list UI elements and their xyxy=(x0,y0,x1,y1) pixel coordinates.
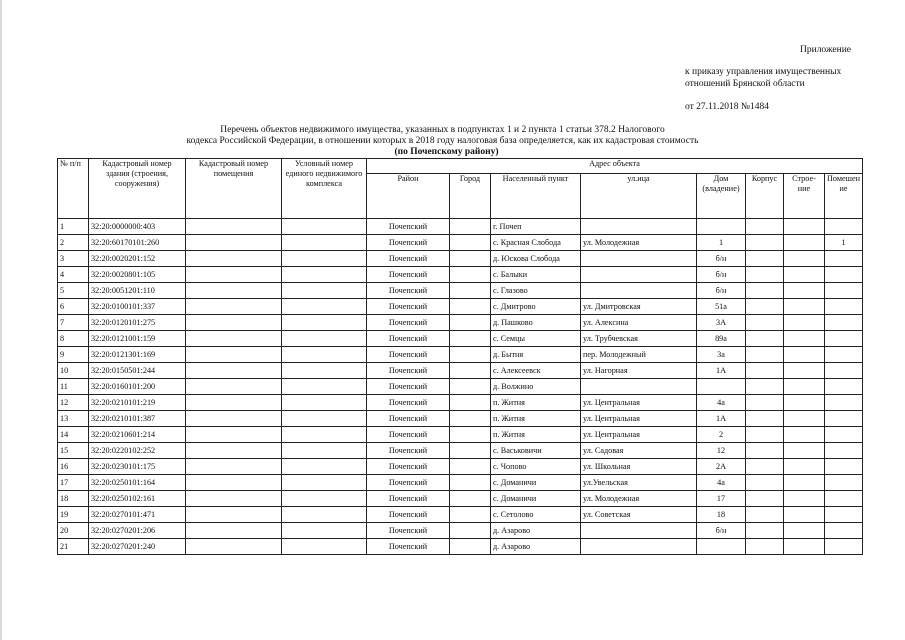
district-cell: Почепский xyxy=(367,507,450,523)
building-cell xyxy=(784,347,825,363)
building-cadastral-cell: 32:20:0160101:200 xyxy=(89,379,186,395)
building-cell xyxy=(784,251,825,267)
complex-number-cell xyxy=(282,379,367,395)
building-cadastral-cell: 32:20:0230101:175 xyxy=(89,459,186,475)
room-cell xyxy=(825,523,863,539)
house-cell xyxy=(697,379,746,395)
house-cell: б/н xyxy=(697,267,746,283)
room-cadastral-cell xyxy=(186,219,282,235)
row-num-cell: 7 xyxy=(58,315,89,331)
room-cell xyxy=(825,219,863,235)
room-cell xyxy=(825,459,863,475)
building-cell xyxy=(784,491,825,507)
table-row xyxy=(58,427,863,443)
table-row xyxy=(58,539,863,555)
house-cell: б/н xyxy=(697,523,746,539)
table-row xyxy=(58,347,863,363)
complex-number-cell xyxy=(282,507,367,523)
document-title-line2: кодекса Российской Федерации, в отношении которых в 2018 году налоговая база определяется, как их кадастровая стоимость xyxy=(186,136,699,146)
street-cell: ул. Советская xyxy=(581,507,697,523)
city-cell xyxy=(450,539,491,555)
city-cell xyxy=(450,427,491,443)
district-cell: Почепский xyxy=(367,315,450,331)
row-num-cell: 20 xyxy=(58,523,89,539)
house-cell: 1А xyxy=(697,363,746,379)
district-cell: Почепский xyxy=(367,251,450,267)
complex-number-cell xyxy=(282,523,367,539)
room-cadastral-cell xyxy=(186,443,282,459)
room-cadastral-cell xyxy=(186,539,282,555)
locality-cell: с. Чопово xyxy=(491,459,581,475)
room-cell xyxy=(825,331,863,347)
locality-cell: с. Васьковичи xyxy=(491,443,581,459)
room-cell xyxy=(825,299,863,315)
district-cell: Почепский xyxy=(367,539,450,555)
korpus-cell xyxy=(746,283,784,299)
room-cadastral-cell xyxy=(186,523,282,539)
locality-cell: с. Дмитрово xyxy=(491,299,581,315)
house-cell: 3А xyxy=(697,315,746,331)
district-cell: Почепский xyxy=(367,235,450,251)
korpus-cell xyxy=(746,395,784,411)
city-cell xyxy=(450,395,491,411)
locality-cell: с. Семцы xyxy=(491,331,581,347)
house-cell: 4а xyxy=(697,395,746,411)
building-cell xyxy=(784,539,825,555)
building-cell xyxy=(784,379,825,395)
street-cell xyxy=(581,251,697,267)
locality-cell: д. Волжино xyxy=(491,379,581,395)
locality-cell: с. Доманичи xyxy=(491,491,581,507)
street-cell: ул. Трубчевская xyxy=(581,331,697,347)
table-row xyxy=(58,443,863,459)
house-cell: 4а xyxy=(697,475,746,491)
complex-number-cell xyxy=(282,395,367,411)
row-num-cell: 10 xyxy=(58,363,89,379)
appendix-label: Приложение xyxy=(800,45,851,55)
building-cadastral-cell: 32:20:0210101:219 xyxy=(89,395,186,411)
city-cell xyxy=(450,363,491,379)
building-cell xyxy=(784,523,825,539)
building-cadastral-cell: 32:20:60170101:260 xyxy=(89,235,186,251)
building-cadastral-cell: 32:20:0270101:471 xyxy=(89,507,186,523)
korpus-cell xyxy=(746,299,784,315)
room-cell xyxy=(825,427,863,443)
district-cell: Почепский xyxy=(367,299,450,315)
building-cadastral-cell: 32:20:0210601:214 xyxy=(89,427,186,443)
street-cell: ул. Нагорная xyxy=(581,363,697,379)
house-cell: 1А xyxy=(697,411,746,427)
house-cell: 51а xyxy=(697,299,746,315)
korpus-cell xyxy=(746,219,784,235)
header-building: Строе-ние xyxy=(784,174,825,219)
table-row xyxy=(58,363,863,379)
header-address: Адрес объекта xyxy=(367,159,863,174)
building-cell xyxy=(784,395,825,411)
korpus-cell xyxy=(746,379,784,395)
building-cell xyxy=(784,283,825,299)
row-num-cell: 1 xyxy=(58,219,89,235)
locality-cell: с. Красная Слобода xyxy=(491,235,581,251)
complex-number-cell xyxy=(282,315,367,331)
complex-number-cell xyxy=(282,347,367,363)
building-cadastral-cell: 32:20:0020201:152 xyxy=(89,251,186,267)
street-cell: ул. Молодежная xyxy=(581,491,697,507)
room-cadastral-cell xyxy=(186,331,282,347)
city-cell xyxy=(450,315,491,331)
row-num-cell: 15 xyxy=(58,443,89,459)
building-cadastral-cell: 32:20:0120101:275 xyxy=(89,315,186,331)
complex-number-cell xyxy=(282,539,367,555)
room-cadastral-cell xyxy=(186,395,282,411)
street-cell xyxy=(581,379,697,395)
room-cadastral-cell xyxy=(186,379,282,395)
header-complex-number: Условный номер единого недвижимого комплекса xyxy=(282,159,367,219)
header-room: Помешен ие xyxy=(825,174,863,219)
row-num-cell: 14 xyxy=(58,427,89,443)
district-cell: Почепский xyxy=(367,491,450,507)
city-cell xyxy=(450,235,491,251)
room-cadastral-cell xyxy=(186,299,282,315)
house-cell: 2А xyxy=(697,459,746,475)
table-row xyxy=(58,395,863,411)
korpus-cell xyxy=(746,363,784,379)
korpus-cell xyxy=(746,475,784,491)
city-cell xyxy=(450,523,491,539)
street-cell: ул. Центральная xyxy=(581,395,697,411)
table-row xyxy=(58,219,863,235)
korpus-cell xyxy=(746,315,784,331)
row-num-cell: 17 xyxy=(58,475,89,491)
room-cadastral-cell xyxy=(186,491,282,507)
house-cell xyxy=(697,539,746,555)
street-cell: пер. Молодежный xyxy=(581,347,697,363)
room-cadastral-cell xyxy=(186,283,282,299)
street-cell: ул. Центральная xyxy=(581,427,697,443)
building-cell xyxy=(784,235,825,251)
row-num-cell: 9 xyxy=(58,347,89,363)
room-cell xyxy=(825,267,863,283)
row-num-cell: 4 xyxy=(58,267,89,283)
district-cell: Почепский xyxy=(367,379,450,395)
street-cell: ул. Алексина xyxy=(581,315,697,331)
korpus-cell xyxy=(746,331,784,347)
korpus-cell xyxy=(746,507,784,523)
building-cadastral-cell: 32:20:0150501:244 xyxy=(89,363,186,379)
locality-cell: д. Азарово xyxy=(491,523,581,539)
room-cell xyxy=(825,379,863,395)
city-cell xyxy=(450,507,491,523)
room-cadastral-cell xyxy=(186,315,282,331)
order-reference-line1: к приказу управления имущественных xyxy=(685,67,842,77)
district-cell: Почепский xyxy=(367,523,450,539)
city-cell xyxy=(450,379,491,395)
table-row xyxy=(58,459,863,475)
building-cadastral-cell: 32:20:0121301:169 xyxy=(89,347,186,363)
korpus-cell xyxy=(746,491,784,507)
row-num-cell: 2 xyxy=(58,235,89,251)
district-cell: Почепский xyxy=(367,459,450,475)
order-reference-line2: отношений Брянской области xyxy=(685,79,805,89)
table-row xyxy=(58,299,863,315)
street-cell: ул. Центральная xyxy=(581,411,697,427)
house-cell xyxy=(697,219,746,235)
table-row xyxy=(58,267,863,283)
complex-number-cell xyxy=(282,427,367,443)
building-cadastral-cell: 32:20:0270201:240 xyxy=(89,539,186,555)
header-city: Город xyxy=(450,174,491,219)
room-cell xyxy=(825,347,863,363)
row-num-cell: 3 xyxy=(58,251,89,267)
room-cell: 1 xyxy=(825,235,863,251)
street-cell xyxy=(581,523,697,539)
table-row xyxy=(58,507,863,523)
building-cell xyxy=(784,331,825,347)
header-locality: Населенный пункт xyxy=(491,174,581,219)
header-room-cadastral: Кадастровый номер помещения xyxy=(186,159,282,219)
complex-number-cell xyxy=(282,331,367,347)
complex-number-cell xyxy=(282,459,367,475)
city-cell xyxy=(450,347,491,363)
room-cadastral-cell xyxy=(186,411,282,427)
district-cell: Почепский xyxy=(367,411,450,427)
locality-cell: д. Юскова Слобода xyxy=(491,251,581,267)
locality-cell: г. Почеп xyxy=(491,219,581,235)
building-cell xyxy=(784,299,825,315)
street-cell xyxy=(581,539,697,555)
room-cadastral-cell xyxy=(186,427,282,443)
city-cell xyxy=(450,283,491,299)
room-cell xyxy=(825,363,863,379)
room-cell xyxy=(825,251,863,267)
room-cell xyxy=(825,283,863,299)
district-cell: Почепский xyxy=(367,443,450,459)
district-cell: Почепский xyxy=(367,363,450,379)
street-cell xyxy=(581,219,697,235)
building-cadastral-cell: 32:20:0100101:337 xyxy=(89,299,186,315)
room-cell xyxy=(825,507,863,523)
room-cell xyxy=(825,395,863,411)
city-cell xyxy=(450,443,491,459)
district-cell: Почепский xyxy=(367,427,450,443)
room-cell xyxy=(825,315,863,331)
table-row xyxy=(58,235,863,251)
complex-number-cell xyxy=(282,267,367,283)
room-cadastral-cell xyxy=(186,475,282,491)
building-cadastral-cell: 32:20:0210101:387 xyxy=(89,411,186,427)
row-num-cell: 6 xyxy=(58,299,89,315)
complex-number-cell xyxy=(282,443,367,459)
row-num-cell: 8 xyxy=(58,331,89,347)
house-cell: 18 xyxy=(697,507,746,523)
table-row xyxy=(58,491,863,507)
district-cell: Почепский xyxy=(367,283,450,299)
street-cell xyxy=(581,267,697,283)
korpus-cell xyxy=(746,411,784,427)
complex-number-cell xyxy=(282,283,367,299)
room-cadastral-cell xyxy=(186,363,282,379)
building-cadastral-cell: 32:20:0000000:403 xyxy=(89,219,186,235)
complex-number-cell xyxy=(282,363,367,379)
locality-cell: п. Житня xyxy=(491,395,581,411)
room-cell xyxy=(825,491,863,507)
room-cadastral-cell xyxy=(186,251,282,267)
row-num-cell: 19 xyxy=(58,507,89,523)
room-cell xyxy=(825,475,863,491)
city-cell xyxy=(450,267,491,283)
building-cell xyxy=(784,443,825,459)
street-cell xyxy=(581,283,697,299)
table-row xyxy=(58,251,863,267)
room-cadastral-cell xyxy=(186,459,282,475)
room-cell xyxy=(825,411,863,427)
building-cell xyxy=(784,427,825,443)
house-cell: 1 xyxy=(697,235,746,251)
korpus-cell xyxy=(746,427,784,443)
document-title-line1: Перечень объектов недвижимого имущества, указанных в подпунктах 1 и 2 пункта 1 статьи 378.2 Налогового xyxy=(220,125,665,135)
locality-cell: д. Пашково xyxy=(491,315,581,331)
complex-number-cell xyxy=(282,475,367,491)
row-num-cell: 12 xyxy=(58,395,89,411)
locality-cell: п. Житня xyxy=(491,427,581,443)
korpus-cell xyxy=(746,235,784,251)
table-row xyxy=(58,315,863,331)
district-cell: Почепский xyxy=(367,331,450,347)
header-korpus: Корпус xyxy=(746,174,784,219)
room-cadastral-cell xyxy=(186,507,282,523)
order-date: от 27.11.2018 №1484 xyxy=(685,102,769,112)
room-cadastral-cell xyxy=(186,347,282,363)
city-cell xyxy=(450,299,491,315)
complex-number-cell xyxy=(282,235,367,251)
street-cell: ул. Школьная xyxy=(581,459,697,475)
locality-cell: с. Балыки xyxy=(491,267,581,283)
table-row xyxy=(58,475,863,491)
korpus-cell xyxy=(746,443,784,459)
locality-cell: с. Доманичи xyxy=(491,475,581,491)
korpus-cell xyxy=(746,539,784,555)
building-cell xyxy=(784,363,825,379)
header-num: № п/п xyxy=(58,159,89,219)
district-cell: Почепский xyxy=(367,475,450,491)
scan-edge-shadow xyxy=(0,0,2,640)
table-row xyxy=(58,331,863,347)
street-cell: ул. Дмитровская xyxy=(581,299,697,315)
locality-cell: с. Сетолово xyxy=(491,507,581,523)
table-row xyxy=(58,411,863,427)
table-row xyxy=(58,283,863,299)
building-cadastral-cell: 32:20:0270201:206 xyxy=(89,523,186,539)
header-building-cadastral: Кадастровый номер здания (строения, сооружения) xyxy=(89,159,186,219)
house-cell: 2 xyxy=(697,427,746,443)
locality-cell: с. Глазово xyxy=(491,283,581,299)
row-num-cell: 5 xyxy=(58,283,89,299)
building-cell xyxy=(784,507,825,523)
building-cell xyxy=(784,219,825,235)
city-cell xyxy=(450,251,491,267)
korpus-cell xyxy=(746,251,784,267)
house-cell: 17 xyxy=(697,491,746,507)
complex-number-cell xyxy=(282,491,367,507)
row-num-cell: 13 xyxy=(58,411,89,427)
building-cadastral-cell: 32:20:0250102:161 xyxy=(89,491,186,507)
header-house: Дом (владение) xyxy=(697,174,746,219)
city-cell xyxy=(450,411,491,427)
street-cell: ул.Увельская xyxy=(581,475,697,491)
table-row xyxy=(58,379,863,395)
district-cell: Почепский xyxy=(367,219,450,235)
room-cadastral-cell xyxy=(186,267,282,283)
house-cell: б/н xyxy=(697,251,746,267)
locality-cell: д. Бытня xyxy=(491,347,581,363)
building-cell xyxy=(784,459,825,475)
building-cell xyxy=(784,475,825,491)
house-cell: 12 xyxy=(697,443,746,459)
locality-cell: с. Алексеевск xyxy=(491,363,581,379)
street-cell: ул. Молодежная xyxy=(581,235,697,251)
property-registry-table xyxy=(57,158,863,555)
house-cell: 3а xyxy=(697,347,746,363)
street-cell: ул. Садовая xyxy=(581,443,697,459)
complex-number-cell xyxy=(282,299,367,315)
city-cell xyxy=(450,459,491,475)
building-cell xyxy=(784,411,825,427)
header-district: Район xyxy=(367,174,450,219)
table-header-row xyxy=(58,159,863,174)
locality-cell: д. Азарово xyxy=(491,539,581,555)
building-cadastral-cell: 32:20:0250101:164 xyxy=(89,475,186,491)
room-cadastral-cell xyxy=(186,235,282,251)
document-title-district: (по Почепскому району) xyxy=(394,147,499,157)
row-num-cell: 18 xyxy=(58,491,89,507)
building-cell xyxy=(784,315,825,331)
complex-number-cell xyxy=(282,251,367,267)
building-cadastral-cell: 32:20:0020801:105 xyxy=(89,267,186,283)
header-street: ул.ица xyxy=(581,174,697,219)
row-num-cell: 11 xyxy=(58,379,89,395)
building-cadastral-cell: 32:20:0220102:252 xyxy=(89,443,186,459)
district-cell: Почепский xyxy=(367,347,450,363)
locality-cell: п. Житня xyxy=(491,411,581,427)
korpus-cell xyxy=(746,347,784,363)
korpus-cell xyxy=(746,523,784,539)
complex-number-cell xyxy=(282,411,367,427)
city-cell xyxy=(450,475,491,491)
house-cell: б/н xyxy=(697,283,746,299)
row-num-cell: 16 xyxy=(58,459,89,475)
table-body xyxy=(58,219,863,555)
row-num-cell: 21 xyxy=(58,539,89,555)
complex-number-cell xyxy=(282,219,367,235)
table-row xyxy=(58,523,863,539)
district-cell: Почепский xyxy=(367,267,450,283)
room-cell xyxy=(825,539,863,555)
district-cell: Почепский xyxy=(367,395,450,411)
korpus-cell xyxy=(746,459,784,475)
korpus-cell xyxy=(746,267,784,283)
building-cell xyxy=(784,267,825,283)
room-cell xyxy=(825,443,863,459)
house-cell: 89а xyxy=(697,331,746,347)
city-cell xyxy=(450,219,491,235)
building-cadastral-cell: 32:20:0121001:159 xyxy=(89,331,186,347)
city-cell xyxy=(450,491,491,507)
city-cell xyxy=(450,331,491,347)
building-cadastral-cell: 32:20:0051201:110 xyxy=(89,283,186,299)
